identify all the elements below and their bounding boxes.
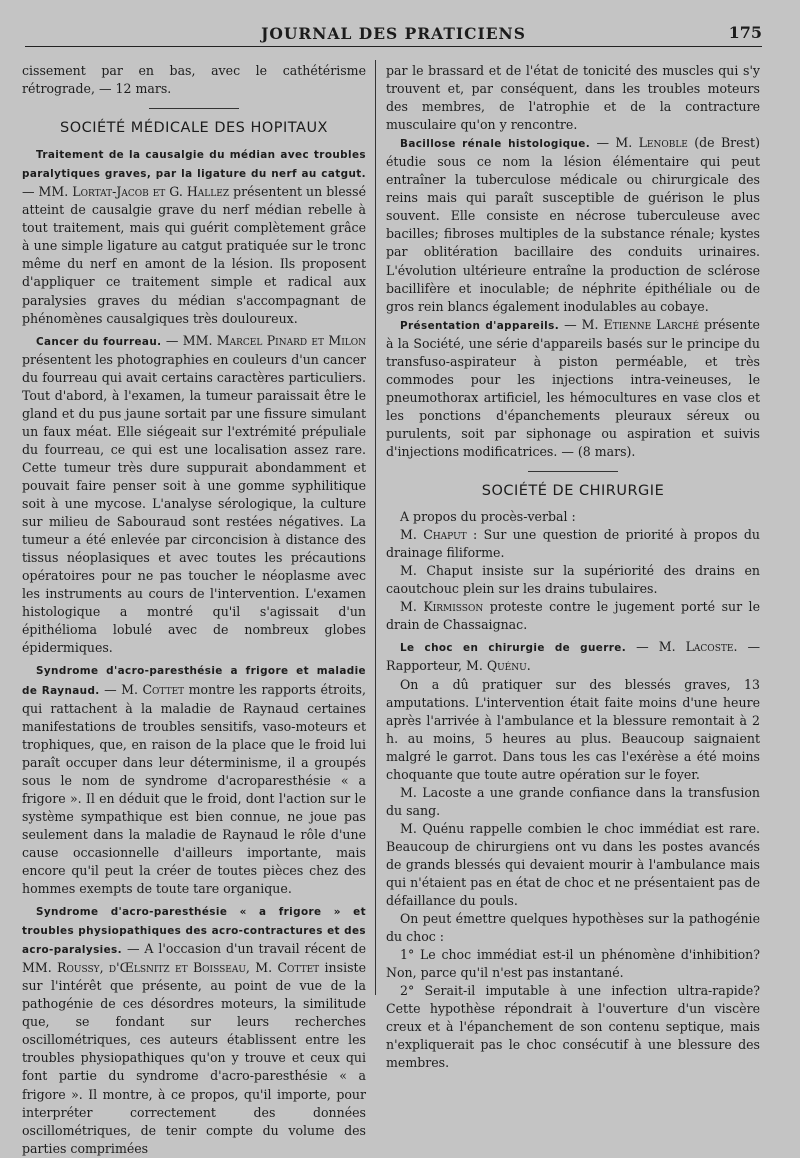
paragraph: M. Lacoste a une grande confiance dans la transfusion du sang. <box>386 784 760 818</box>
paragraph: 1° Le choc immédiat est-il un phénomène d'inhibition? Non, parce qu'il n'est pas instantané. <box>386 947 760 981</box>
article-bacillose-renale <box>386 134 760 315</box>
article-causalgie <box>22 145 366 327</box>
paragraph: M. Quénu rappelle combien le choc immédiat est rare. Beaucoup de chirurgiens ont vu dans les postes avancés de grands blessés qui devaient mourir à l'ambulance mais qui n'étaient pas en état de choc et ne présentaient pas de défaillance du pouls. <box>386 820 760 909</box>
article-cancer-fourreau <box>22 332 366 658</box>
section-divider <box>528 471 618 472</box>
article-title: Syndrome d'acro-paresthésie « a frigore » et troubles physiopathiques des acro-contractures et des acro-paralysies. <box>22 906 366 957</box>
continued-text: cissement par en bas, avec le cathétérisme rétrograde, — 12 mars. <box>22 63 366 97</box>
article-body: — MM. Lortat-Jacob et G. Hallez présentent un blessé atteint de causalgie grave du nerf médian rebelle à tout traitement, mais qui guérit complètement grâce à une simple ligature au catgut pratiquée sur le tronc même du nerf en amont de la lésion. Ils proposent d'appliquer ce traitement simple et radical aux paralysies graves du médian s'accompagnant de phénomènes causalgiques très douloureux. <box>22 184 366 326</box>
continued-text: par le brassard et de l'état de tonicité des muscles qui s'y trouvent et, par conséquent, dans les troubles moteurs des membres, de l'atrophie et de la contracture musculaire qu'on y rencontre. <box>386 63 760 133</box>
article-body: — M. Cottet montre les rapports étroits, qui rattachent à la maladie de Raynaud certaines manifestations de troubles sensitifs, vaso-moteurs et trophiques, que, en raison de la place que le froid lui paraît occuper dans leur déterminisme, il a groupés sous le nom de syndrome d'acroparesthésie « a frigore ». Il en déduit que le froid, dont l'action sur le système sympathique est bien connue, ne joue pas seulement dans la maladie de Raynaud le rôle d'une cause occasionnelle d'ailleurs importante, mais encore qu'il peut la créer de toutes pièces chez des hommes exempts de toute tare organique. <box>22 681 366 897</box>
author-name: Marcel Pinard et Milon <box>216 332 366 348</box>
article-body: — M. Lacoste. — Rapporteur, M. Quénu. <box>386 639 761 674</box>
article-title: Cancer du fourreau. <box>36 335 162 348</box>
page-number: 175 <box>728 23 762 42</box>
article-title: Bacillose rénale histologique. <box>400 138 591 151</box>
left-column <box>22 62 366 1158</box>
author-name: Kirmisson <box>423 599 484 615</box>
header-rule <box>25 46 762 47</box>
author-name: Lortat-Jacob et G. Hallez <box>72 184 230 200</box>
author-name: Chaput <box>423 527 467 543</box>
article-title: Le choc en chirurgie de guerre. <box>400 642 627 655</box>
right-column <box>386 62 760 1073</box>
article-title: Syndrome d'acro-paresthésie a frigore et maladie de Raynaud. <box>22 665 366 697</box>
running-title: JOURNAL DES PRATICIENS <box>261 24 526 43</box>
section-divider <box>149 108 239 109</box>
author-name: Lenoble <box>638 135 688 151</box>
paragraph: On a dû pratiquer sur des blessés graves, 13 amputations. L'intervention était faite moins d'une heure après l'arrivée à l'ambulance et la blessure remontait à 2 h. au moins, 5 heures au plus. Beaucoup saignaient malgré le garrot. Dans tous les cas l'exérèse a été moins choquante que toute autre opération sur le foyer. <box>386 676 760 782</box>
author-name: Etienne Larché <box>603 316 700 332</box>
article-body: — M. Lenoble (de Brest) étudie sous ce nom la lésion élémentaire qui peut entraîner la tuberculose médicale ou chirurgicale des reins mais qui paraît susceptible de guérison le plus souvent. Elle consiste en nécrose tuberculeuse avec bacilles; fibroses multiples de la substance rénale; kystes par oblitération bacillaire des conduits urinaires. L'évolution ultérieure entraîne la production de sclérose bacillifère et inoculable; de néphrite épithéliale ou de gros rein blancs également inodulables au cobaye. <box>386 135 760 314</box>
page-header <box>25 22 762 48</box>
author-name: Lacoste <box>685 639 734 655</box>
article-choc-chirurgie <box>386 638 760 675</box>
article-acroparesthesie-troubles <box>22 902 366 1158</box>
article-body: — M. Etienne Larché présente à la Société, une série d'appareils basés sur le principe du transfuso-aspirateur à piston perméable, et très commodes pour les injections intra-veineuses, le pneumothorax artificiel, les hémocultures en vase clos et les ponctions d'épanchements pleuraux séreux ou purulents, soit par siphonage ou aspiration et suivis d'injections modificatrices. — (8 mars). <box>386 316 760 459</box>
paragraph: M. Chaput insiste sur la supériorité des drains en caoutchouc plein sur les drains tubulaires. <box>386 563 760 597</box>
paragraph: 2° Serait-il imputable à une infection ultra-rapide? Cette hypothèse répondrait à l'ouverture d'un viscère creux et à l'épanchement de son contenu septique, mais n'expliquerait pas le choc consécutif à une blessure des membres. <box>386 983 760 1071</box>
section-title-chirurgie: SOCIÉTÉ DE CHIRURGIE <box>481 483 665 500</box>
article-body: — A l'occasion d'un travail récent de MM. Roussy, d'Œlsnitz et Boisseau, M. Cottet insiste sur l'intérêt que présente, au point de vue de la pathogénie de ces désordres moteurs, la similitude que, se fondant sur leurs recherches oscillométriques, ces auteurs établissent entre les troubles physiopathiques qu'on y trouve et ceux qui font partie du syndrome d'acro-paresthésie « a frigore ». Il montre, à ce propos, qu'il importe, pour interpréter correctement des données oscillométriques, de tenir compte du volume des parties comprimées <box>22 941 366 1156</box>
article-acroparesthesie-raynaud <box>22 661 366 898</box>
article-presentation-appareils <box>386 316 760 461</box>
author-name: Cottet <box>142 681 185 697</box>
author-name: Roussy, d'Œlsnitz et Boisseau, M. Cottet <box>57 960 320 976</box>
article-body: — MM. Marcel Pinard et Milon présentent les photographies en couleurs d'un cancer du fourreau qui avait certains caractères particuliers. Tout d'abord, à l'examen, la tumeur paraissait être le gland et du pus jaune sortait par une fissure simulant un faux méat. Elle siégeait sur l'extrémité prépuliale du fourreau, ce qui est une localisation assez rare. Cette tumeur très dure suppurait abondamment et pouvait faire penser soit à une gomme syphilitique soit à une mycose. L'analyse sérologique, la culture sur milieu de Sabouraud sont restées négatives. La tumeur a été enlevée par circoncision à distance des tissus néoplasiques et avec toutes les précautions opératoires pour ne pas toucher le néoplasme avec les instruments au cours de l'intervention. L'examen histologique a montré qu'il s'agissait d'un épithélioma lobulé avec de nombreux globes épidermiques. <box>22 332 366 656</box>
paragraph: A propos du procès-verbal : <box>400 509 576 525</box>
author-name: Quénu <box>486 658 527 674</box>
paragraph: M. Chaput : Sur une question de priorité à propos du drainage filiforme. <box>386 527 761 561</box>
section-title-hopitaux: SOCIÉTÉ MÉDICALE DES HOPITAUX <box>60 120 328 137</box>
article-title: Présentation d'appareils. <box>400 319 560 332</box>
article-title: Traitement de la causalgie du médian avec troubles paralytiques graves, par la ligature du nerf au catgut. <box>22 149 366 181</box>
column-divider <box>375 60 376 995</box>
paragraph: M. Kirmisson proteste contre le jugement porté sur le drain de Chassaignac. <box>386 599 760 633</box>
paragraph: On peut émettre quelques hypothèses sur la pathogénie du choc : <box>386 911 760 945</box>
